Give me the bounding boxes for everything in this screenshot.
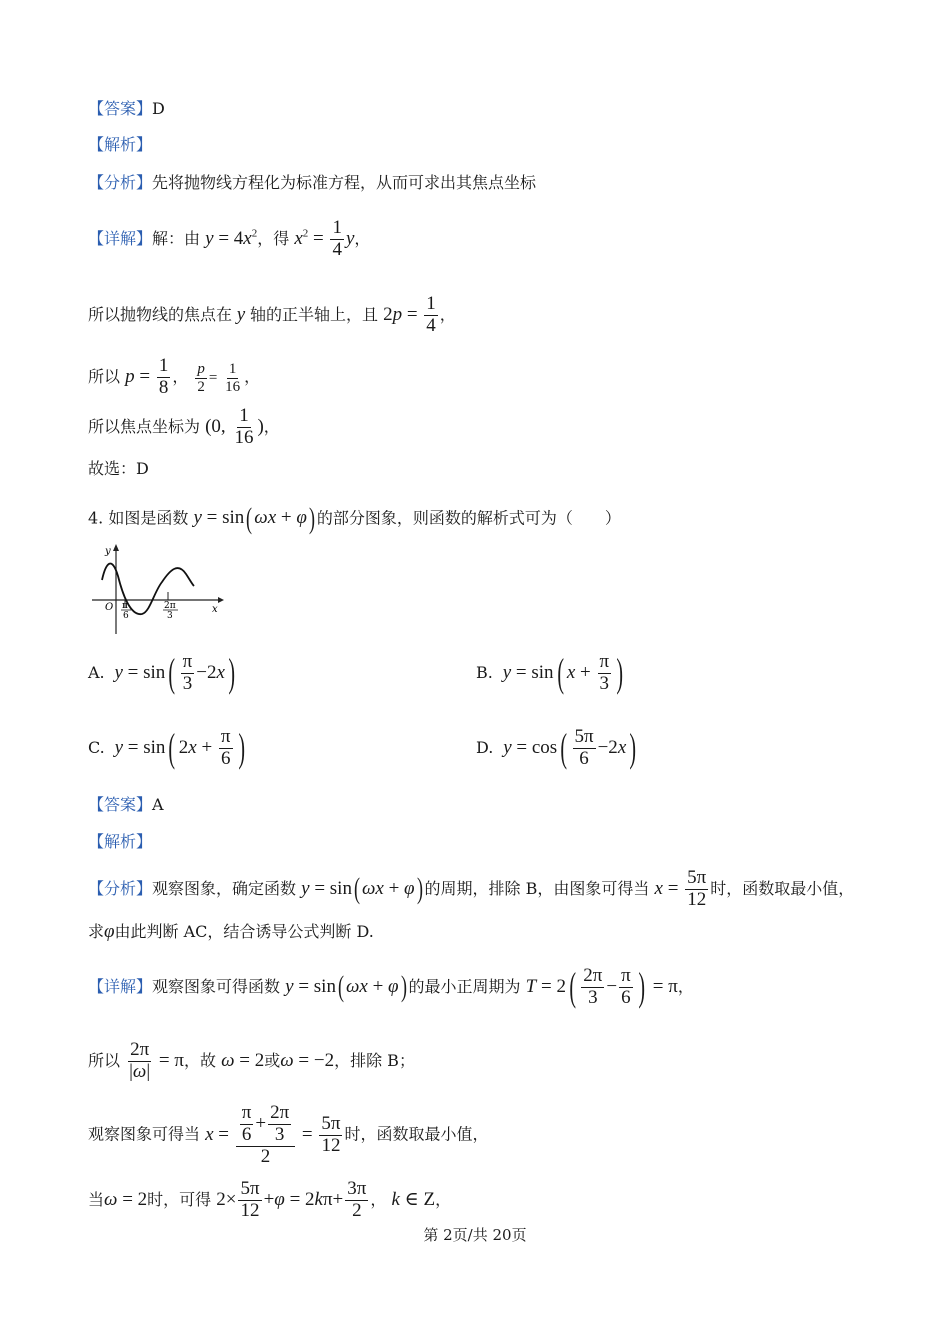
q3-line2: 所以抛物线的焦点在 y 轴的正半轴上，且 2p = $\frac{1}{4}$ ， [88, 293, 456, 336]
q3-line3: 所以 p = $\frac{1}{8}$ ， $\frac{p}{2}$ = $\frac{1}{16}$ ， [88, 355, 261, 398]
text: 所以 [88, 1050, 121, 1070]
stem-prefix: 4. 如图是函数 [88, 508, 189, 528]
q4-answer-line [88, 797, 164, 813]
q3-line4: 所以焦点坐标为 (0, $\frac{1}{16}$ )， [88, 405, 280, 448]
text: 观察图象可得函数 [152, 976, 281, 996]
formula: x = $\frac{\pi}{6}$ + $\frac{2\pi}{3}$ 2 = $\frac{5\pi}{12}$ [205, 1102, 341, 1167]
detail-prefix: 解：由 [152, 228, 201, 248]
formula: $x^2$ = $\frac{1}{4}$ y [294, 217, 355, 260]
tick2-num: 2π [164, 601, 176, 611]
formula: ω = 2 [104, 1188, 148, 1210]
text: 观察图象可得当 [88, 1124, 201, 1144]
text: ，排除 B； [334, 1050, 415, 1070]
formula: 2p = $\frac{1}{4}$ [383, 293, 436, 336]
q4-fenxi-line1 [88, 868, 854, 911]
answer-tag: 【答案】 [88, 99, 153, 118]
option-a-label: A. [88, 662, 105, 682]
option-a[interactable] [88, 652, 238, 695]
q3-detail-line: 【详解】解：由 $y = 4x^2$，得 $x^2$ = $\frac{1}{4}$ y， [88, 217, 371, 260]
option-d-label: D. [476, 737, 494, 757]
formula: y [232, 303, 250, 325]
formula: $y = 4x^2$ [205, 227, 258, 249]
fenxi-tag: 【分析】 [88, 173, 153, 192]
formula: (0, $\frac{1}{16}$ ) [205, 405, 264, 448]
option-d[interactable] [476, 727, 640, 770]
formula: $\frac{p}{2}$ = $\frac{1}{16}$ [197, 361, 241, 395]
formula: p = $\frac{1}{8}$ [125, 355, 169, 398]
formula: T = 2( $\frac{2\pi}{3}$ − $\frac{\pi}{6}$ ) = π [525, 964, 678, 1010]
sine-graph [88, 540, 228, 640]
formula: y = sin( ωx + φ) [301, 872, 423, 906]
formula: y = sin( $\frac{\pi}{3}$ −2x) [114, 650, 235, 696]
text: 求 [88, 922, 105, 941]
tick2-den: 3 [167, 611, 173, 621]
q3-analysis-tag: 【解析】 [88, 135, 153, 154]
q3-fenxi-line [88, 175, 536, 191]
formula: y = sin( x + $\frac{\pi}{3}$ ) [502, 650, 624, 696]
formula: y = cos( $\frac{5\pi}{6}$ −2x) [503, 725, 637, 771]
formula: y = sin( ωx + φ) [285, 970, 407, 1004]
formula: y = sin( 2x + $\frac{\pi}{6}$ ) [114, 725, 245, 771]
q4-min-line [88, 1103, 489, 1168]
fenxi-tag: 【分析】 [88, 878, 153, 898]
option-b[interactable] [476, 652, 626, 695]
option-c[interactable] [88, 727, 248, 770]
q3-answer-line [88, 101, 165, 117]
formula: y = sin( ωx + φ) [193, 502, 315, 535]
text: 由此判断 AC，结合诱导公式判断 D. [114, 922, 374, 941]
detail-tag: 【详解】 [88, 228, 153, 248]
formula: x = $\frac{5\pi}{12}$ [654, 867, 707, 910]
text: 所以 [88, 366, 121, 386]
x-label: x [212, 604, 218, 615]
q4-detail-line: 【详解】观察图象可得函数 y = sin( ωx + φ) 的最小正周期为 T = 2( $\frac{2\pi}{3}$ − $\frac{\pi}{6}$ ) = π， [88, 964, 694, 1010]
text: 或 [264, 1050, 281, 1070]
tick1-num: π [122, 601, 128, 611]
q4-when-line: 当ω = 2时，可得 2× $\frac{5\pi}{12}$ +φ = 2kπ+ $\frac{3\pi}{2}$ ， k ∈ Z， [88, 1178, 452, 1221]
text: 时，函数取最小值， [344, 1124, 489, 1144]
tick1-den: 6 [123, 611, 129, 621]
text: 时，函数取最小值， [710, 878, 855, 898]
text: 的最小正周期为 [408, 976, 521, 996]
option-c-label: C. [88, 737, 105, 757]
q4-so-line [88, 1040, 415, 1083]
formula: ω = 2 [221, 1049, 265, 1071]
text: 时，可得 [147, 1189, 212, 1209]
text: 当 [88, 1189, 105, 1209]
text: 所以抛物线的焦点在 [88, 304, 233, 324]
text: 轴的正半轴上，且 [249, 304, 378, 324]
origin-label: O [105, 602, 114, 613]
detail-tag: 【详解】 [88, 976, 153, 996]
detail-de: ，得 [257, 228, 290, 248]
text: 的周期，排除 B，由图象可得当 [424, 878, 650, 898]
stem-suffix: 的部分图象，则函数的解析式可为（ ） [316, 508, 621, 528]
formula: $\frac{2\pi}{|\omega|}$ = π [129, 1039, 184, 1082]
answer-value: D [152, 99, 165, 118]
q4-stem [88, 504, 621, 534]
formula: 2× $\frac{5\pi}{12}$ +φ = 2kπ+ $\frac{3\pi}{2}$ [216, 1178, 367, 1221]
formula: φ [104, 921, 115, 942]
text: ，故 [183, 1050, 216, 1070]
q4-fenxi-line2 [88, 922, 374, 941]
option-b-label: B. [476, 662, 493, 682]
q3-final: 故选：D [88, 459, 149, 478]
y-label: y [105, 546, 111, 557]
fenxi-text: 先将抛物线方程化为标准方程，从而可求出其焦点坐标 [152, 173, 537, 192]
q4-analysis-tag: 【解析】 [88, 832, 153, 851]
formula: k ∈ Z [391, 1188, 436, 1210]
answer-value: A [152, 795, 164, 814]
x-axis-arrow [218, 597, 224, 603]
page-footer: 第 2页/共 20页 [423, 1226, 527, 1244]
text: 所以焦点坐标为 [88, 416, 201, 436]
answer-tag: 【答案】 [88, 795, 153, 814]
text: 观察图象，确定函数 [152, 878, 297, 898]
formula: ω = −2 [280, 1049, 335, 1071]
y-axis-arrow [113, 544, 119, 551]
